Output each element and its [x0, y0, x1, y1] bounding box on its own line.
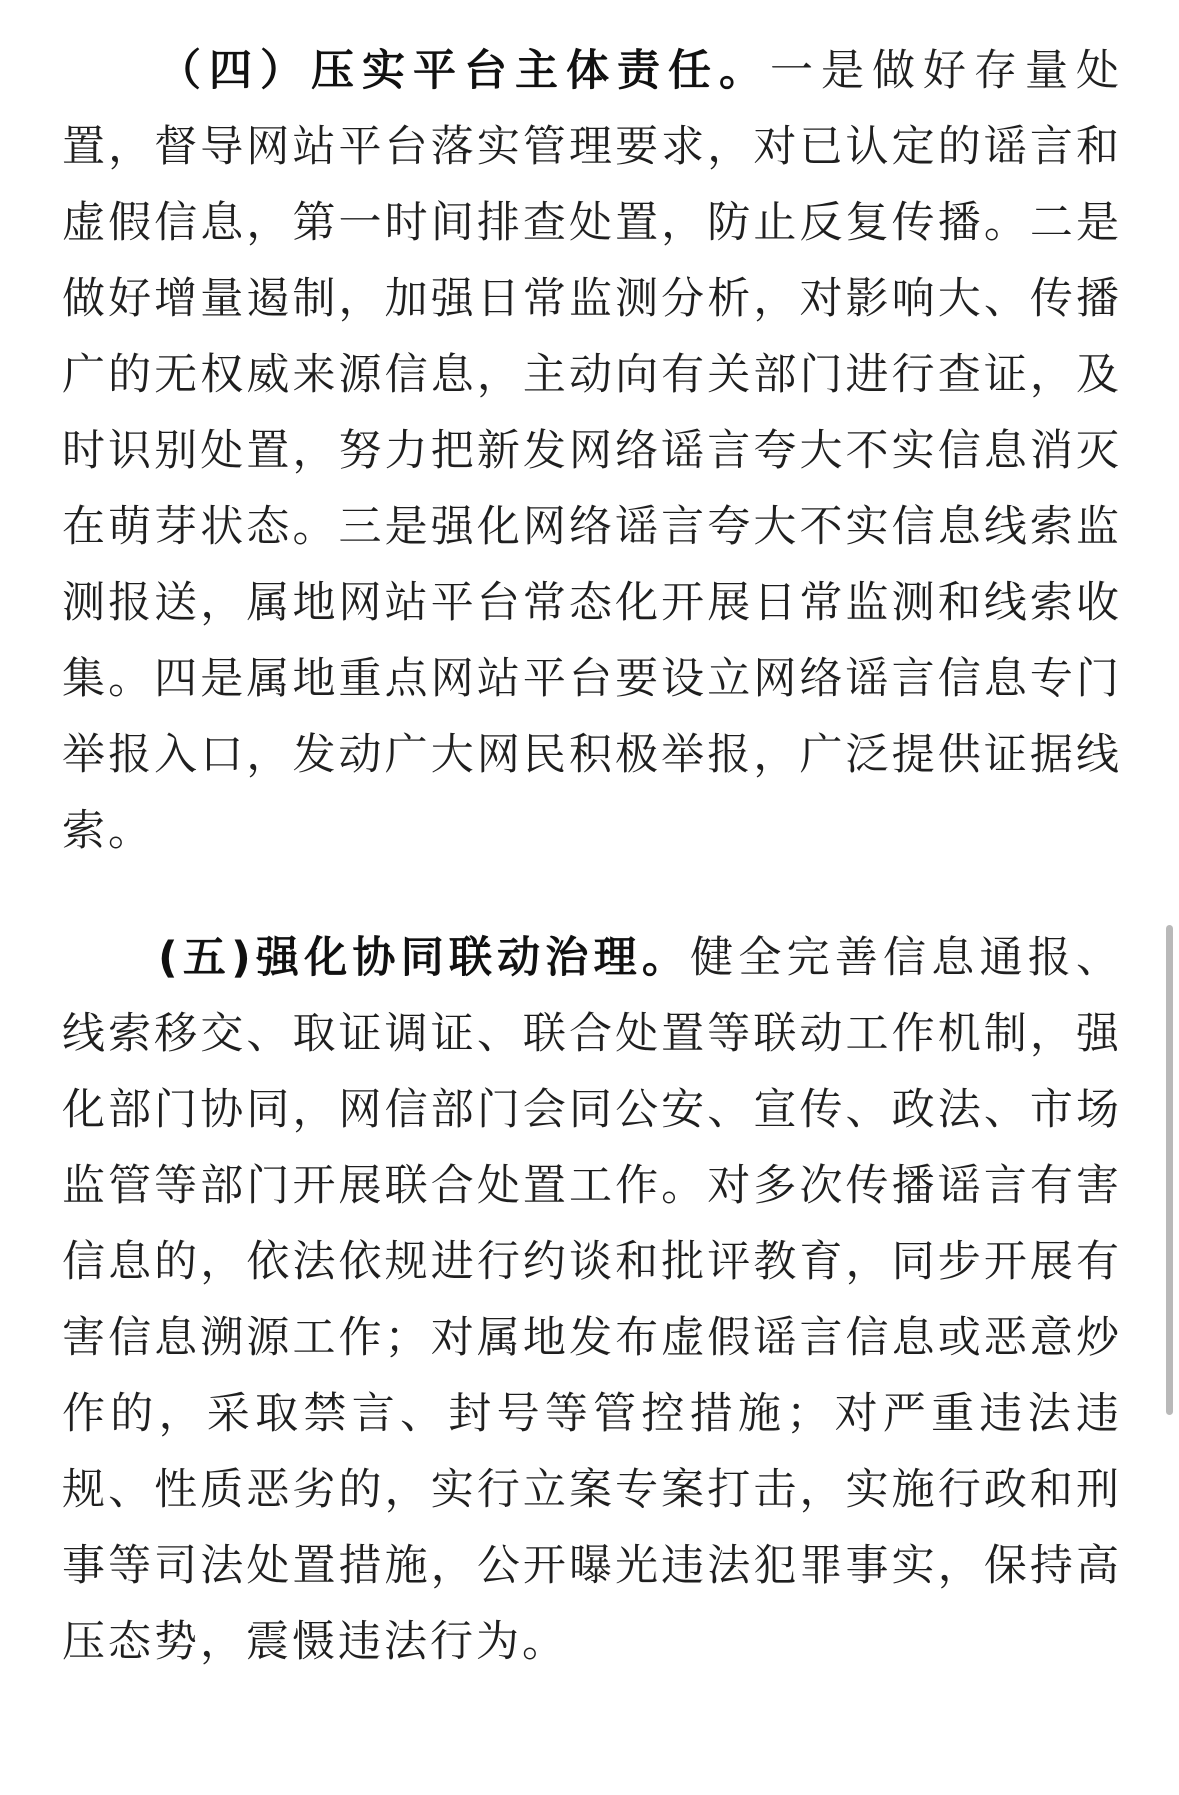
paragraph-body: 健全完善信息通报、线索移交、取证调证、联合处置等联动工作机制，强化部门协同，网信部门会同公安、宣传、政法、市场监管等部门开展联合处置工作。对多次传播谣言有害信息的，依法依规进行约谈和批评教育，同步开展有害信息溯源工作；对属地发布虚假谣言信息或恶意炒作的，采取禁言、封号等管控措施；对严重违法违规、性质恶劣的，实行立案专案打击，实施行政和刑事等司法处置措施，公开曝光违法犯罪事实，保持高压态势，震慑违法行为。 — [62, 933, 1122, 1667]
paragraph-coordinated-governance — [62, 920, 1122, 1680]
paragraph-heading: （四）压实平台主体责任。 — [158, 46, 770, 96]
paragraph-body: 一是做好存量处置，督导网站平台落实管理要求，对已认定的谣言和虚假信息，第一时间排查处置，防止反复传播。二是做好增量遏制，加强日常监测分析，对影响大、传播广的无权威来源信息，主动向有关部门进行查证，及时识别处置，努力把新发网络谣言夸大不实信息消灭在萌芽状态。三是强化网络谣言夸大不实信息线索监测报送，属地网站平台常态化开展日常监测和线索收集。四是属地重点网站平台要设立网络谣言信息专门举报入口，发动广大网民积极举报，广泛提供证据线索。 — [62, 46, 1122, 856]
paragraph-platform-responsibility — [62, 33, 1122, 869]
vertical-scrollbar[interactable] — [1166, 925, 1173, 1415]
paragraph-heading: (五)强化协同联动治理。 — [158, 933, 691, 983]
